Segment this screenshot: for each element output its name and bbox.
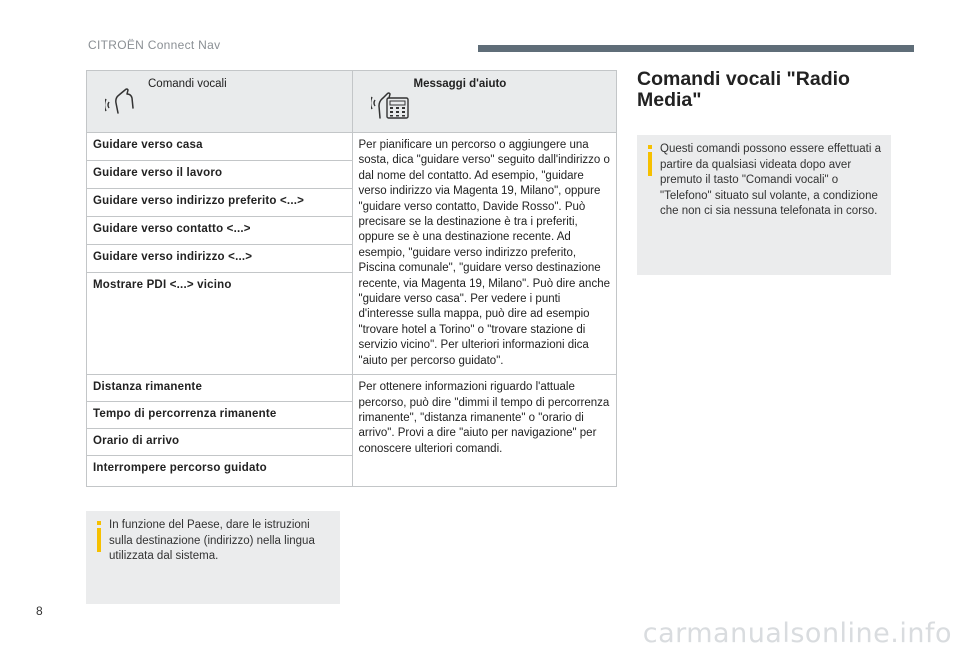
watermark: carmanualsonline.info bbox=[642, 618, 952, 649]
help-text-route-info: Per ottenere informazioni riguardo l'attuale percorso, può dire "dimmi il tempo di percorrenza rimanente", "distanza rimanente" o "orario di arrivo". Provi a dire "aiuto per navigazione" per conoscere ulteriori comandi. bbox=[352, 375, 617, 487]
info-note-radio-media bbox=[637, 135, 891, 275]
info-marker-icon bbox=[97, 521, 101, 525]
command-cell: Distanza rimanente bbox=[87, 375, 353, 402]
command-cell: Guidare verso indirizzo <...> bbox=[87, 244, 353, 272]
header-title: CITROËN Connect Nav bbox=[88, 38, 221, 52]
table-header-row bbox=[87, 71, 617, 133]
info-marker-bar bbox=[97, 528, 101, 552]
note-text: In funzione del Paese, dare le istruzioni sulla destinazione (indirizzo) nella lingua utilizzata dal sistema. bbox=[109, 519, 315, 562]
page-number: 8 bbox=[36, 604, 43, 618]
command-cell: Guidare verso indirizzo preferito <...> bbox=[87, 188, 353, 216]
command-cell: Guidare verso il lavoro bbox=[87, 160, 353, 188]
note-text: Questi comandi possono essere effettuati a partire da qualsiasi videata dopo aver premuto il tasto "Comandi vocali" o "Telefono" situato sul volante, a condizione che non ci sia nessuna telefonata in corso. bbox=[660, 143, 881, 217]
voice-commands-table bbox=[86, 70, 617, 487]
voice-command-icon bbox=[105, 86, 139, 116]
command-cell: Guidare verso casa bbox=[87, 133, 353, 161]
header-bar bbox=[478, 45, 914, 52]
header-help-label: Messaggi d'aiuto bbox=[413, 78, 507, 90]
table-header-commands bbox=[87, 71, 353, 133]
info-marker-icon bbox=[648, 145, 652, 149]
help-text-navigation: Per pianificare un percorso o aggiungere una sosta, dica "guidare verso" seguito dall'indirizzo o dal nome del contatto. Ad esempio, "guidare verso indirizzo via Magenta 19, Milano", oppure "guidare verso contatto, Davide Rosso". Può precisare se la destinazione è tra i preferiti, oppure se è una destinazione recente. Ad esempio, "guidare verso indirizzo preferito, Piscina comunale", "guidare verso destinazione recente, via Magenta 19, Milano". Può dire anche "guidare verso casa". Per vedere i punti d'interesse sulla mappa, può dire ad esempio "trovare hotel a Torino" o "trovare stazione di servizio vicino". Per ulteriori informazioni dica "aiuto per percorso guidato". bbox=[352, 133, 617, 375]
command-cell: Tempo di percorrenza rimanente bbox=[87, 402, 353, 429]
command-cell: Interrompere percorso guidato bbox=[87, 456, 353, 487]
table-row bbox=[87, 133, 617, 161]
phone-voice-keypad-icon bbox=[371, 86, 411, 120]
table-row bbox=[87, 375, 617, 402]
info-note-language bbox=[86, 511, 340, 604]
section-title: Comandi vocali "Radio Media" bbox=[637, 68, 850, 111]
header-commands-label: Comandi vocali bbox=[148, 78, 227, 90]
info-marker-bar bbox=[648, 152, 652, 176]
command-cell: Mostrare PDI <...> vicino bbox=[87, 272, 353, 374]
command-cell: Guidare verso contatto <...> bbox=[87, 216, 353, 244]
table-header-help bbox=[352, 71, 617, 133]
command-cell: Orario di arrivo bbox=[87, 429, 353, 456]
